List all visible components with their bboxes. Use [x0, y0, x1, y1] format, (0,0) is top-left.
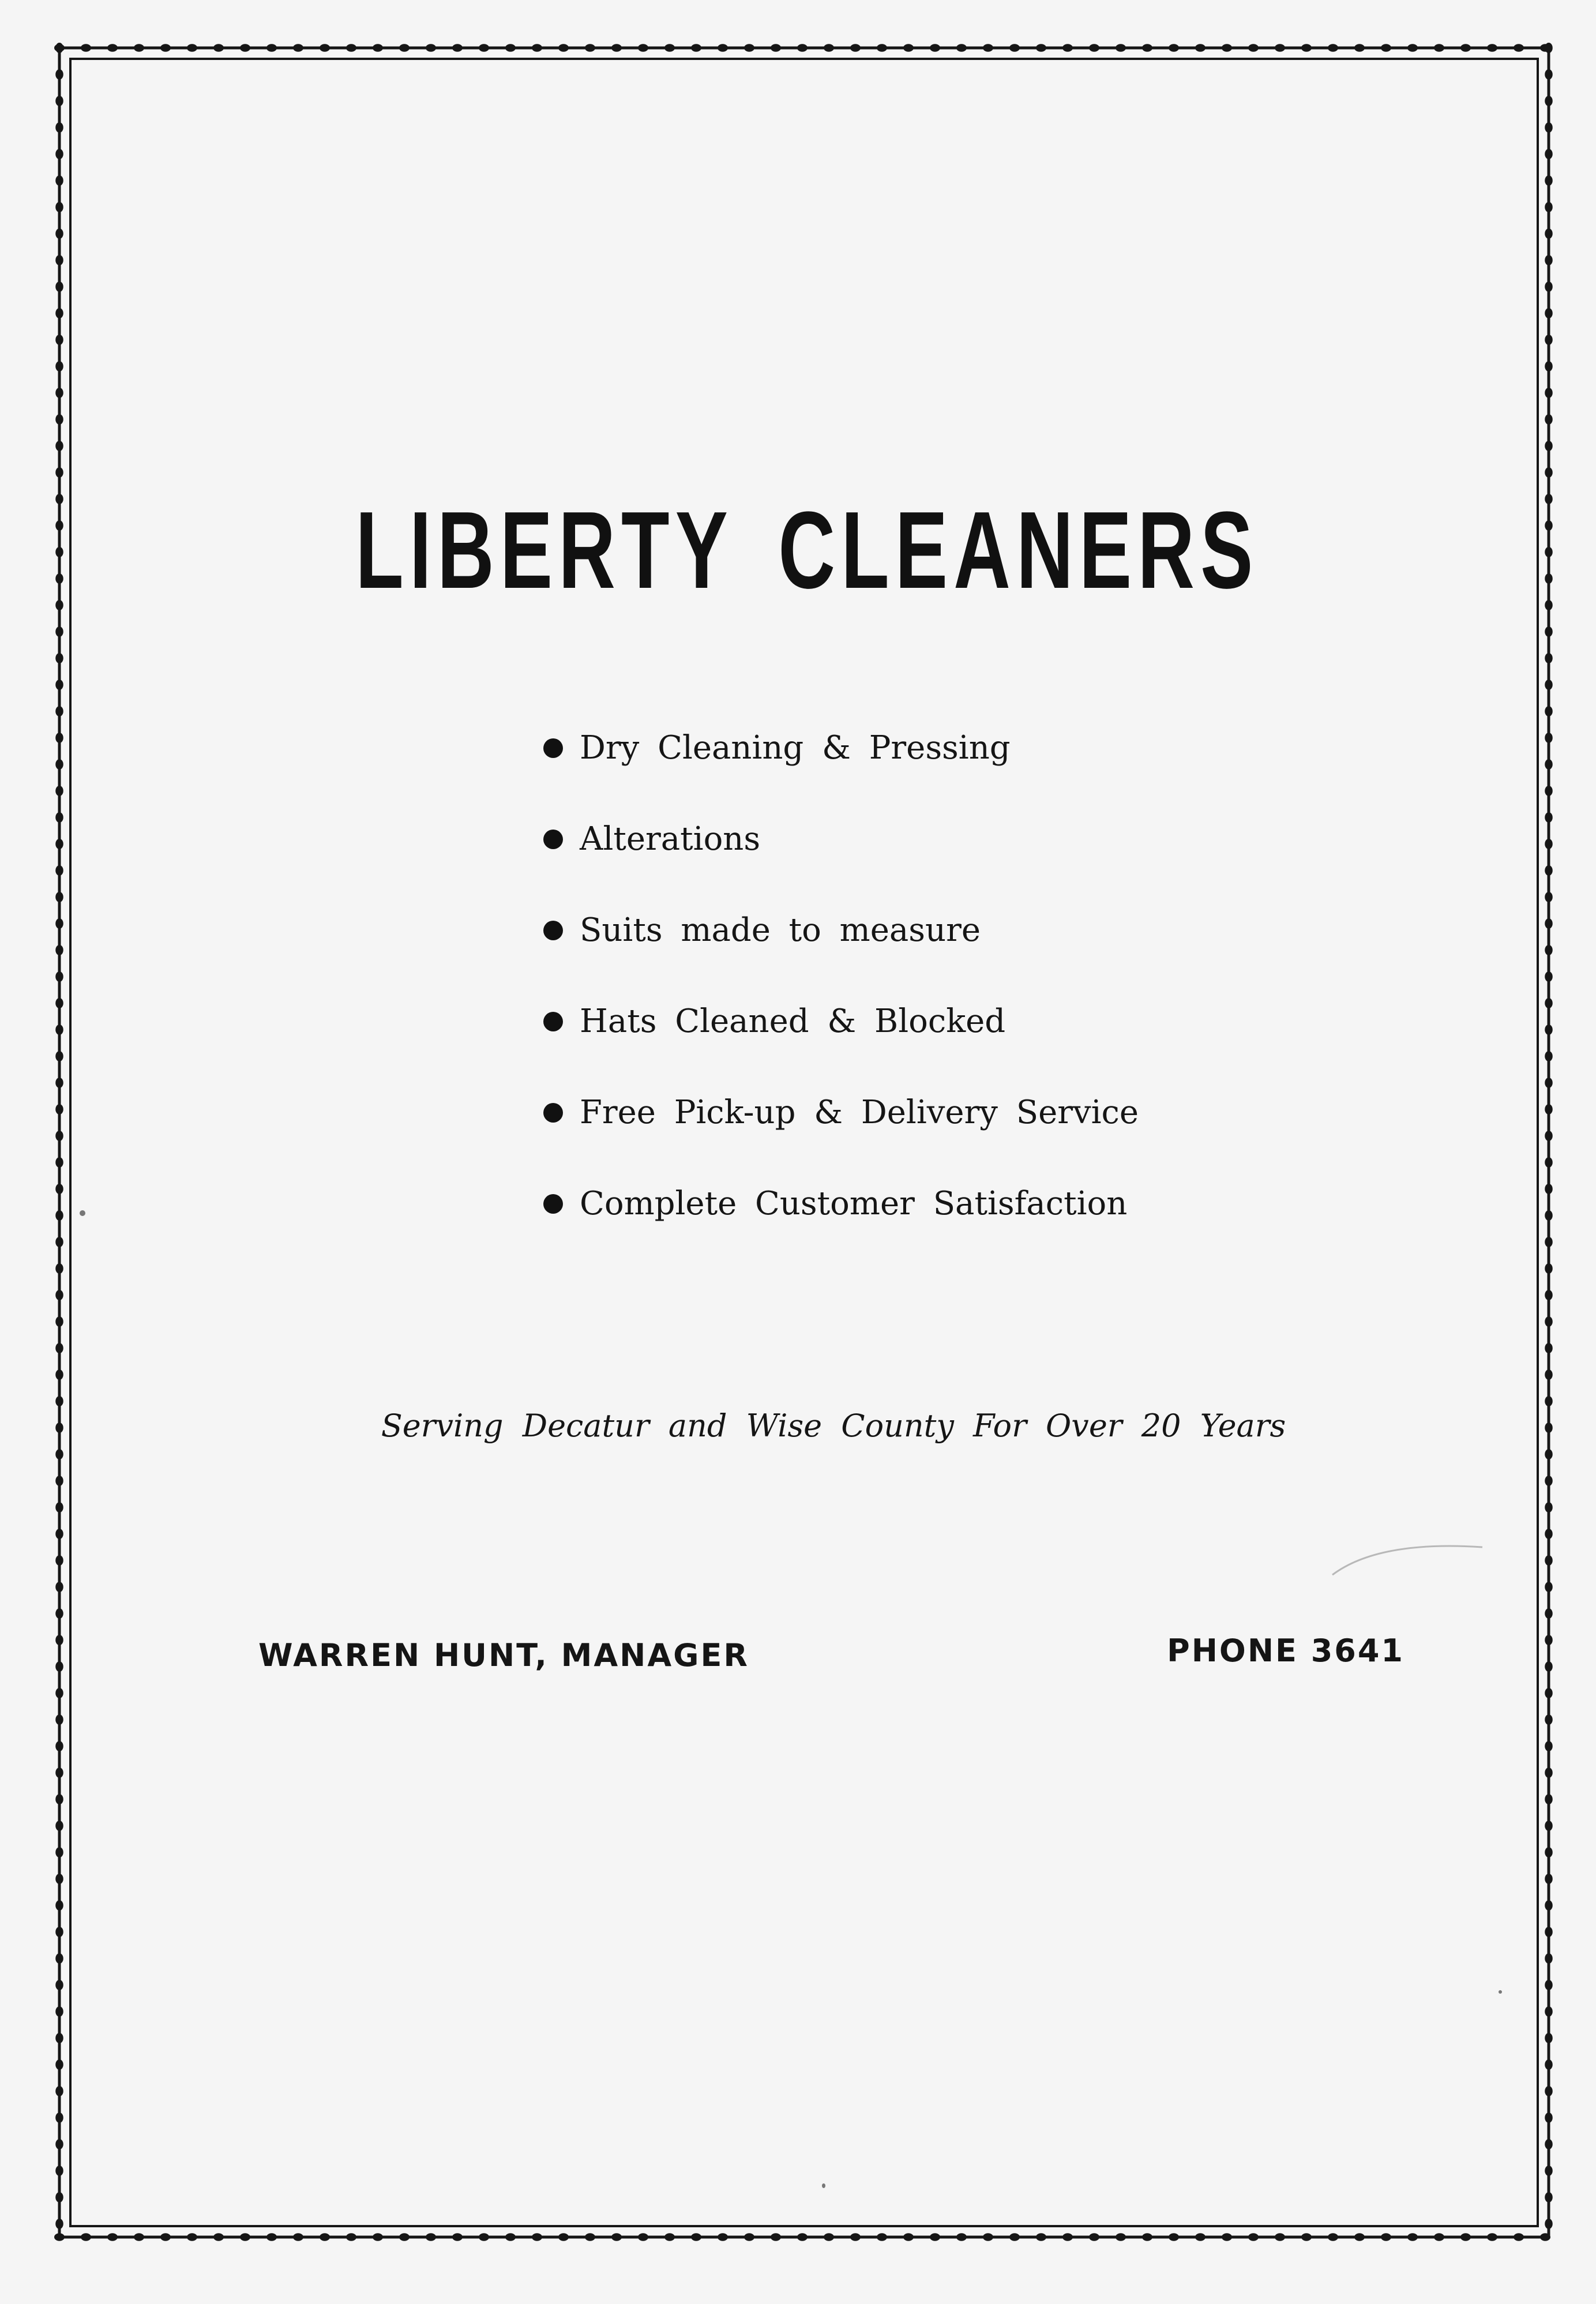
border-scallop	[505, 44, 516, 52]
border-scallop	[1116, 2233, 1126, 2241]
border-scallop	[55, 1688, 63, 1698]
border-scallop	[55, 96, 63, 106]
border-scallop	[293, 2233, 303, 2241]
border-scallop	[1222, 2233, 1232, 2241]
border-scallop	[55, 812, 63, 823]
bullet-icon	[543, 1012, 563, 1031]
border-scallop	[55, 1502, 63, 1513]
border-scallop	[55, 149, 63, 159]
border-scallop	[1195, 44, 1206, 52]
border-scallop	[1545, 1900, 1553, 1911]
bullet-icon	[543, 1103, 563, 1123]
border-scallop	[956, 2233, 967, 2241]
border-scallop	[1169, 2233, 1179, 2241]
border-scallop	[1195, 2233, 1206, 2241]
border-scallop	[1545, 122, 1553, 133]
border-scallop	[240, 44, 250, 52]
bullet-icon	[543, 1194, 563, 1214]
border-scallop	[55, 547, 63, 557]
border-scallop	[956, 44, 967, 52]
border-scallop	[55, 122, 63, 133]
border-scallop	[55, 918, 63, 929]
border-scallop	[1142, 2233, 1152, 2241]
border-scallop	[1545, 839, 1553, 849]
border-scallop	[1545, 1874, 1553, 1884]
border-scallop	[1545, 2166, 1553, 2176]
border-scallop	[55, 361, 63, 372]
border-scallop	[55, 971, 63, 982]
border-scallop	[903, 2233, 914, 2241]
border-scallop	[55, 494, 63, 504]
border-scallop	[320, 2233, 330, 2241]
border-scallop	[611, 44, 622, 52]
border-scallop	[638, 44, 648, 52]
border-scallop	[452, 44, 463, 52]
border-scallop	[638, 2233, 648, 2241]
border-scallop	[55, 1476, 63, 1486]
border-scallop	[55, 945, 63, 955]
border-scallop	[55, 2086, 63, 2096]
border-scallop	[55, 865, 63, 876]
border-scallop	[1354, 2233, 1365, 2241]
border-scallop	[1545, 2033, 1553, 2043]
border-scallop	[1407, 44, 1418, 52]
border-scallop	[55, 1131, 63, 1141]
border-scallop	[1328, 44, 1338, 52]
border-scallop	[55, 69, 63, 80]
service-label: Free Pick-up & Delivery Service	[580, 1094, 1139, 1131]
tagline: Serving Decatur and Wise County For Over 20 Years	[381, 1408, 1286, 1444]
border-scallop	[55, 998, 63, 1008]
border-scallop	[55, 1025, 63, 1035]
border-scallop	[1545, 680, 1553, 690]
bullet-icon	[543, 921, 563, 940]
border-scallop	[55, 1555, 63, 1566]
border-scallop	[1545, 520, 1553, 531]
border-scallop	[1545, 1927, 1553, 1937]
border-scallop	[55, 1369, 63, 1380]
border-scallop	[55, 1635, 63, 1645]
border-scallop	[134, 2233, 144, 2241]
border-scallop	[1545, 441, 1553, 451]
border-scallop	[1545, 626, 1553, 637]
border-scallop	[55, 2219, 63, 2229]
border-scallop	[55, 175, 63, 186]
border-scallop	[55, 467, 63, 478]
border-scallop	[55, 2006, 63, 2017]
border-scallop	[55, 1661, 63, 1672]
border-scallop	[55, 892, 63, 902]
border-scallop	[850, 44, 861, 52]
border-scallop	[1545, 255, 1553, 265]
border-scallop	[797, 2233, 808, 2241]
border-scallop	[55, 1821, 63, 1831]
border-scallop	[1545, 1794, 1553, 1804]
border-scallop	[426, 44, 436, 52]
border-scallop	[1545, 1104, 1553, 1115]
border-scallop	[55, 1900, 63, 1911]
border-scallop	[373, 44, 383, 52]
business-name: LIBERTY CLEANERS	[355, 489, 1259, 611]
border-scallop	[1248, 2233, 1259, 2241]
border-scallop	[718, 44, 728, 52]
border-scallop	[1545, 1131, 1553, 1141]
border-scallop	[1545, 892, 1553, 902]
border-scallop	[664, 2233, 675, 2241]
border-scallop	[1545, 2059, 1553, 2070]
border-scallop	[55, 520, 63, 531]
border-scallop	[1545, 2192, 1553, 2202]
border-scallop	[55, 1263, 63, 1274]
border-scallop	[55, 1051, 63, 1061]
border-scallop	[187, 44, 197, 52]
border-scallop	[1545, 1396, 1553, 1406]
border-scallop	[107, 44, 118, 52]
border-scallop	[55, 706, 63, 716]
border-scallop	[55, 1582, 63, 1592]
border-scallop	[1545, 1953, 1553, 1964]
border-scallop	[55, 786, 63, 796]
border-scallop	[55, 1316, 63, 1327]
border-scallop	[1275, 2233, 1285, 2241]
border-scallop	[1545, 812, 1553, 823]
border-scallop	[55, 1847, 63, 1858]
border-scallop	[55, 1953, 63, 1964]
border-scallop	[187, 2233, 197, 2241]
service-label: Hats Cleaned & Blocked	[580, 1003, 1006, 1040]
border-scallop	[1036, 44, 1046, 52]
border-scallop	[1545, 1316, 1553, 1327]
border-scallop	[55, 626, 63, 637]
border-scallop	[1089, 2233, 1099, 2241]
border-scallop	[160, 44, 171, 52]
border-scallop	[1036, 2233, 1046, 2241]
border-scallop	[532, 44, 542, 52]
border-scallop	[505, 2233, 516, 2241]
border-scallop	[1545, 1502, 1553, 1513]
border-scallop	[1545, 202, 1553, 212]
border-scallop	[479, 44, 489, 52]
border-scallop	[1545, 96, 1553, 106]
border-scallop	[1545, 998, 1553, 1008]
border-scallop	[744, 44, 754, 52]
border-scallop	[1545, 414, 1553, 425]
border-scallop	[1545, 1184, 1553, 1194]
border-scallop	[1545, 918, 1553, 929]
border-scallop	[1545, 1476, 1553, 1486]
border-scallop	[55, 282, 63, 292]
border-scallop	[55, 573, 63, 584]
border-scallop	[558, 44, 569, 52]
border-scallop	[1545, 1847, 1553, 1858]
border-scallop	[1545, 1157, 1553, 1168]
border-scallop	[930, 2233, 940, 2241]
border-scallop	[293, 44, 303, 52]
border-scallop	[877, 2233, 887, 2241]
border-scallop	[1545, 2086, 1553, 2096]
border-scallop	[55, 1184, 63, 1194]
border-scallop	[1545, 1237, 1553, 1247]
border-scallop	[691, 2233, 701, 2241]
border-scallop	[55, 388, 63, 398]
border-scallop	[55, 1343, 63, 1353]
border-scallop	[55, 202, 63, 212]
ink-speck	[80, 1210, 85, 1216]
border-scallop	[1514, 2233, 1524, 2241]
border-scallop	[55, 228, 63, 239]
border-scallop	[1545, 653, 1553, 663]
border-scallop	[1545, 759, 1553, 770]
border-scallop	[1248, 44, 1259, 52]
border-scallop	[585, 44, 595, 52]
border-scallop	[160, 2233, 171, 2241]
border-scallop	[55, 1980, 63, 1990]
border-scallop	[55, 653, 63, 663]
border-scallop	[532, 2233, 542, 2241]
border-scallop	[55, 414, 63, 425]
border-scallop	[1545, 175, 1553, 186]
border-scallop	[426, 2233, 436, 2241]
border-scallop	[55, 1768, 63, 1778]
border-scallop	[134, 44, 144, 52]
border-scallop	[55, 2139, 63, 2149]
border-scallop	[1116, 44, 1126, 52]
border-scallop	[1545, 1555, 1553, 1566]
border-scallop	[1545, 1290, 1553, 1300]
border-scallop	[55, 1794, 63, 1804]
border-scallop	[664, 44, 675, 52]
border-scallop	[1434, 44, 1444, 52]
border-scallop	[691, 44, 701, 52]
border-scallop	[1407, 2233, 1418, 2241]
border-scallop	[1545, 1741, 1553, 1751]
border-scallop	[1545, 1210, 1553, 1221]
border-scallop	[55, 255, 63, 265]
border-scallop	[55, 441, 63, 451]
border-scallop	[55, 1396, 63, 1406]
border-scallop	[55, 1874, 63, 1884]
border-scallop	[1062, 2233, 1073, 2241]
border-scallop	[1545, 1688, 1553, 1698]
border-scallop	[718, 2233, 728, 2241]
border-scallop	[1545, 149, 1553, 159]
border-scallop	[1545, 1582, 1553, 1592]
border-scallop	[1545, 43, 1553, 53]
border-scallop	[824, 2233, 834, 2241]
border-scallop	[107, 2233, 118, 2241]
border-scallop	[1545, 865, 1553, 876]
border-scallop	[1487, 44, 1497, 52]
border-scallop	[452, 2233, 463, 2241]
border-scallop	[1545, 388, 1553, 398]
border-scallop	[1545, 494, 1553, 504]
border-scallop	[558, 2233, 569, 2241]
border-scallop	[55, 43, 63, 53]
border-scallop	[1545, 282, 1553, 292]
border-scallop	[877, 44, 887, 52]
border-scallop	[1545, 971, 1553, 982]
border-scallop	[771, 2233, 781, 2241]
border-scallop	[55, 1104, 63, 1115]
border-scallop	[1460, 44, 1471, 52]
border-scallop	[55, 733, 63, 743]
border-scallop	[55, 839, 63, 849]
border-inner-rule	[70, 59, 1538, 2226]
border-scallop	[1545, 1078, 1553, 1088]
border-scallop	[1545, 69, 1553, 80]
border-scallop	[1301, 44, 1312, 52]
border-scallop	[81, 2233, 91, 2241]
border-scallop	[55, 680, 63, 690]
border-scallop	[1545, 706, 1553, 716]
phone-number: PHONE 3641	[1167, 1633, 1405, 1669]
border-scallop	[320, 44, 330, 52]
border-scallop	[1545, 335, 1553, 345]
border-scallop	[1275, 44, 1285, 52]
border-scallop	[1545, 1635, 1553, 1645]
border-scallop	[55, 308, 63, 318]
border-scallop	[213, 2233, 224, 2241]
border-scallop	[1222, 44, 1232, 52]
border-scallop	[611, 2233, 622, 2241]
border-scallop	[1514, 44, 1524, 52]
border-scallop	[983, 44, 993, 52]
border-scallop	[1545, 2112, 1553, 2123]
border-scallop	[1545, 600, 1553, 610]
border-scallop	[1545, 1449, 1553, 1459]
border-scallop	[1545, 1980, 1553, 1990]
border-scallop	[1434, 2233, 1444, 2241]
service-label: Complete Customer Satisfaction	[580, 1185, 1128, 1222]
border-scallops	[54, 43, 1553, 2241]
border-scallop	[55, 2192, 63, 2202]
border-scallop	[1540, 2233, 1550, 2241]
border-scallop	[1545, 467, 1553, 478]
border-scallop	[1487, 2233, 1497, 2241]
border-scallop	[55, 600, 63, 610]
border-scallop	[1354, 44, 1365, 52]
border-scallop	[55, 1927, 63, 1937]
ink-speck	[1499, 1990, 1502, 1994]
service-label: Dry Cleaning & Pressing	[580, 729, 1011, 767]
border-scallop	[55, 1237, 63, 1247]
border-scallop	[55, 1078, 63, 1088]
border-scallop	[1545, 2139, 1553, 2149]
border-outer-rule	[59, 48, 1549, 2237]
service-label: Alterations	[580, 820, 761, 858]
border-scallop	[1328, 2233, 1338, 2241]
border-scallop	[54, 2233, 65, 2241]
border-scallop	[1545, 1529, 1553, 1539]
manager-name: WARREN HUNT, MANAGER	[258, 1637, 749, 1673]
border-scallop	[1545, 1025, 1553, 1035]
border-scallop	[1089, 44, 1099, 52]
border-scallop	[55, 2112, 63, 2123]
border-scallop	[903, 44, 914, 52]
border-scallop	[55, 1714, 63, 1725]
border-scallop	[55, 2059, 63, 2070]
border-scallop	[55, 1529, 63, 1539]
ink-speck	[822, 2183, 825, 2188]
border-scallop	[1545, 2006, 1553, 2017]
border-scallop	[1545, 1661, 1553, 1672]
border-scallop	[81, 44, 91, 52]
border-scallop	[55, 335, 63, 345]
border-scallop	[1545, 573, 1553, 584]
border-scallop	[1460, 2233, 1471, 2241]
border-scallop	[1545, 361, 1553, 372]
border-scallop	[1301, 2233, 1312, 2241]
border-scallop	[1545, 1263, 1553, 1274]
border-scallop	[1545, 1714, 1553, 1725]
border-scallop	[1545, 228, 1553, 239]
border-scallop	[346, 44, 356, 52]
border-scallop	[1545, 1343, 1553, 1353]
border-scallop	[1545, 1608, 1553, 1619]
border-scallop	[399, 44, 410, 52]
border-scallop	[1062, 44, 1073, 52]
bullet-icon	[543, 830, 563, 849]
border-scallop	[983, 2233, 993, 2241]
border-scallop	[850, 2233, 861, 2241]
border-scallop	[55, 1608, 63, 1619]
border-scallop	[55, 1210, 63, 1221]
border-scallop	[1545, 733, 1553, 743]
border-scallop	[55, 759, 63, 770]
border-scallop	[1169, 44, 1179, 52]
border-scallop	[1545, 1369, 1553, 1380]
service-label: Suits made to measure	[580, 911, 981, 949]
border-scallop	[373, 2233, 383, 2241]
border-scallop	[1545, 1051, 1553, 1061]
border-scallop	[266, 44, 277, 52]
border-scallop	[797, 44, 808, 52]
bullet-icon	[543, 738, 563, 758]
border-scallop	[1009, 2233, 1020, 2241]
border-scallop	[55, 1290, 63, 1300]
border-scallop	[1381, 44, 1391, 52]
border-scallop	[1545, 308, 1553, 318]
border-scallop	[744, 2233, 754, 2241]
border-scallop	[1545, 547, 1553, 557]
border-scallop	[55, 1741, 63, 1751]
border-scallop	[1545, 945, 1553, 955]
border-scallop	[1381, 2233, 1391, 2241]
border-scallop	[55, 1157, 63, 1168]
border-scallop	[399, 2233, 410, 2241]
border-scallop	[930, 44, 940, 52]
border-scallop	[55, 1449, 63, 1459]
border-scallop	[824, 44, 834, 52]
border-scallop	[1545, 1821, 1553, 1831]
border-scallop	[585, 2233, 595, 2241]
border-scallop	[1142, 44, 1152, 52]
border-scallop	[1545, 1768, 1553, 1778]
border-scallop	[1545, 2219, 1553, 2229]
border-scallop	[479, 2233, 489, 2241]
border-scallop	[266, 2233, 277, 2241]
border-scallop	[1545, 786, 1553, 796]
border-scallop	[346, 2233, 356, 2241]
border-scallop	[1009, 44, 1020, 52]
border-scallop	[771, 44, 781, 52]
border-scallop	[240, 2233, 250, 2241]
border-scallop	[55, 2033, 63, 2043]
pencil-stroke	[1327, 1534, 1488, 1581]
border-scallop	[213, 44, 224, 52]
border-scallop	[55, 2166, 63, 2176]
